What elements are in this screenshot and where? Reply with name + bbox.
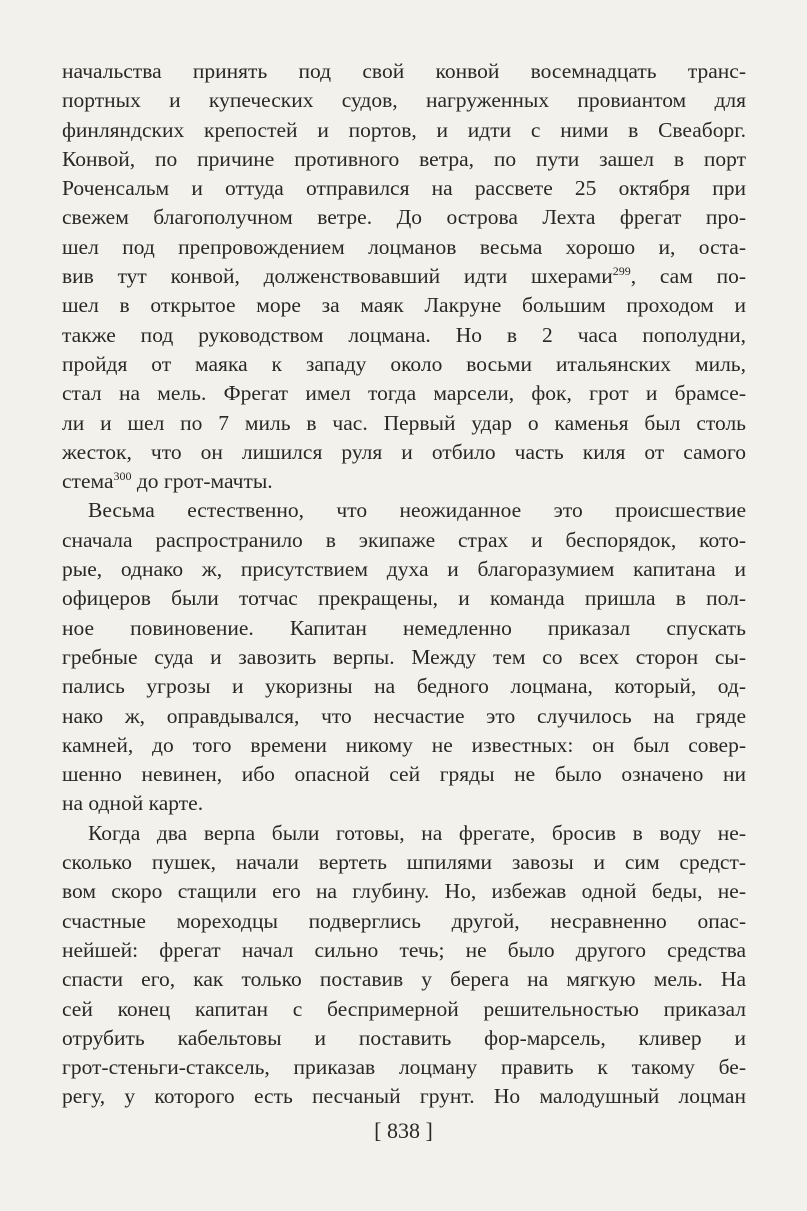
text-line-continuation: , сам по-: [630, 264, 747, 289]
text-line: [62, 86, 746, 115]
text-line: [62, 526, 746, 555]
text-line-content: шел под препровождением лоцманов весьма хорошо и, оста-: [62, 234, 746, 259]
text-line-content: Роченсальм и оттуда отправился на рассвете 25 октября при: [62, 176, 746, 201]
text-line: [62, 643, 746, 672]
text-line: [62, 116, 746, 145]
text-line-content: офицеров были тотчас прекращены, и команда пришла в пол-: [62, 586, 746, 611]
text-line-content: сначала распространило в экипаже страх и беспорядок, кото-: [62, 527, 746, 552]
text-line-content: пройдя от маяка к западу около восьми итальянских миль,: [62, 351, 746, 376]
text-line: [62, 789, 746, 818]
text-line-content: сколько пушек, начали вертеть шпилями завозы и сим средст-: [62, 850, 746, 875]
page-number: [ 838 ]: [374, 1118, 433, 1143]
text-line: [62, 291, 746, 320]
text-line: [62, 584, 746, 613]
text-line-content: вив тут конвой, долженствовавший идти шхерами: [62, 264, 613, 289]
text-line: [62, 409, 746, 438]
text-line: [62, 233, 746, 262]
text-line-content: Когда два верпа были готовы, на фрегате, бросив в воду не-: [88, 820, 746, 845]
text-line: [62, 145, 746, 174]
text-line: [62, 731, 746, 760]
text-line: [62, 496, 746, 525]
text-line-content: нако ж, оправдывался, что несчастие это случилось на гряде: [62, 703, 746, 728]
text-line-content: Весьма естественно, что неожиданное это происшествие: [88, 498, 746, 523]
text-line-content: свежем благополучном ветре. До острова Лехта фрегат про-: [62, 205, 746, 230]
text-line: [62, 995, 746, 1024]
text-line: [62, 1053, 746, 1082]
text-line: [62, 702, 746, 731]
text-line-content: сей конец капитан с беспримерной решительностью приказал: [62, 996, 746, 1021]
text-line-content: гребные суда и завозить верпы. Между тем со всех сторон сы-: [62, 644, 746, 669]
text-line: [62, 57, 746, 86]
text-line-content: счастные мореходцы подверглись другой, несравненно опас-: [62, 908, 746, 933]
text-line: [62, 350, 746, 379]
text-line-content: жесток, что он лишился руля и отбило часть киля от самого: [62, 439, 746, 464]
text-line: [62, 614, 746, 643]
text-line: [62, 1082, 746, 1111]
text-line-content: портных и купеческих судов, нагруженных провиантом для: [62, 88, 746, 113]
footnote-reference: 300: [113, 469, 132, 484]
text-line-content: вом скоро стащили его на глубину. Но, избежав одной беды, не-: [62, 879, 746, 904]
text-line-content: также под руководством лоцмана. Но в 2 часа пополудни,: [62, 322, 746, 347]
text-line: [62, 1024, 746, 1053]
text-line: [62, 848, 746, 877]
text-line-content: стал на мель. Фрегат имел тогда марсели, фок, грот и брамсе-: [62, 381, 746, 406]
text-line: [62, 467, 746, 496]
text-line-content: грот-стеньги-стаксель, приказав лоцману править к такому бе-: [62, 1055, 746, 1080]
text-line: [62, 262, 746, 291]
text-line-content: на одной карте.: [62, 791, 204, 816]
text-line-content: рые, однако ж, присутствием духа и благоразумием капитана и: [62, 557, 746, 582]
text-line-content: стема: [62, 469, 114, 494]
text-line: [62, 203, 746, 232]
text-line-content: начальства принять под свой конвой восемнадцать транс-: [62, 59, 746, 83]
text-line-content: пались угрозы и укоризны на бедного лоцмана, который, од-: [62, 674, 746, 699]
text-line-content: ли и шел по 7 миль в час. Первый удар о каменья был столь: [62, 410, 746, 435]
text-line: [62, 907, 746, 936]
text-line: [62, 936, 746, 965]
text-line: [62, 819, 746, 848]
text-line: [62, 321, 746, 350]
text-line-content: спасти его, как только поставив у берега на мягкую мель. На: [62, 967, 746, 992]
text-line: [62, 877, 746, 906]
text-line: [62, 174, 746, 203]
text-line-content: финляндских крепостей и портов, и идти с ними в Свеаборг.: [62, 117, 746, 142]
body-text: [62, 57, 746, 1112]
text-line-content: ное повиновение. Капитан немедленно приказал спускать: [62, 615, 746, 640]
text-line: [62, 965, 746, 994]
text-line: [62, 438, 746, 467]
text-line-content: камней, до того времени никому не известных: он был совер-: [62, 732, 746, 757]
text-line-content: нейшей: фрегат начал сильно течь; не было другого средства: [62, 937, 746, 962]
text-line-content: шенно невинен, ибо опасной сей гряды не было означено ни: [62, 762, 746, 787]
text-line: [62, 672, 746, 701]
footnote-reference: 299: [612, 264, 631, 279]
text-line-content: шел в открытое море за маяк Лакруне большим проходом и: [62, 293, 746, 318]
text-line-continuation: до грот-мачты.: [131, 469, 273, 494]
text-line: [62, 379, 746, 408]
text-line-content: отрубить кабельтовы и поставить фор-марсель, кливер и: [62, 1025, 746, 1050]
text-line-content: Конвой, по причине противного ветра, по пути зашел в порт: [62, 146, 746, 171]
text-line-content: регу, у которого есть песчаный грунт. Но малодушный лоцман: [62, 1084, 746, 1109]
text-line: [62, 555, 746, 584]
text-line: [62, 760, 746, 789]
